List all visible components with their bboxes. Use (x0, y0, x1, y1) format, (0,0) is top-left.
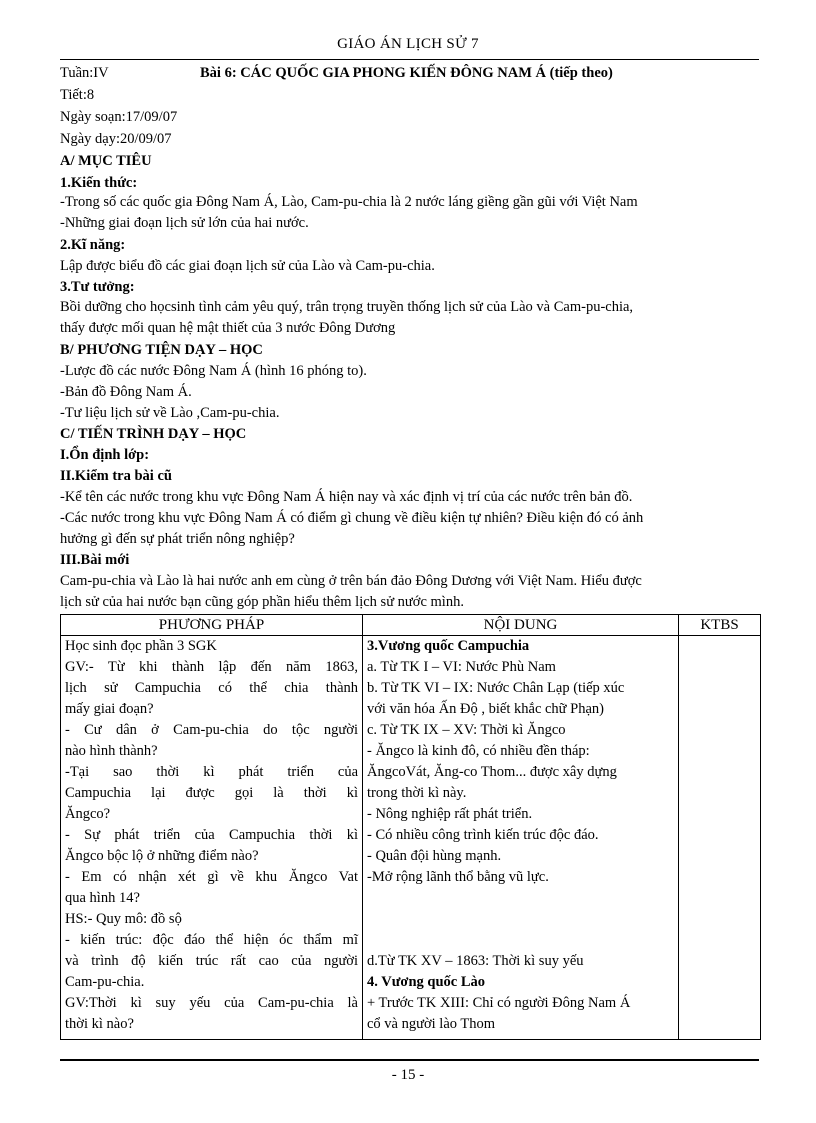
content-line: - Quân đội hùng mạnh. (367, 848, 502, 864)
content-line: với văn hóa Ấn Độ , biết khắc chữ Phạn) (367, 701, 604, 717)
method-line: và trình độ kiến trúc rất cao của người (65, 953, 358, 969)
method-line: - kiến trúc: độc đáo thể hiện óc thẩm mĩ (65, 932, 358, 948)
content-heading: 3.Vương quốc Campuchia (367, 638, 530, 654)
new-lesson-line: lịch sử của hai nước bạn cũng góp phần hiểu thêm lịch sử nước mình. (60, 594, 464, 610)
method-line: Ăngco bộc lộ ở những điểm nào? (65, 848, 259, 864)
week-label: Tuần:IV (60, 65, 109, 81)
review-line: hưởng gì đến sự phát triển nông nghiệp? (60, 531, 295, 547)
method-line: Campuchia lại được gọi là thời kì (65, 785, 358, 801)
lesson-table (60, 614, 761, 1040)
content-line: - Ăngco là kinh đô, có nhiều đền tháp: (367, 743, 590, 759)
ktbs-cell (679, 636, 761, 1040)
date-prepared: Ngày soạn:17/09/07 (60, 109, 178, 125)
content-line: trong thời kì này. (367, 785, 467, 801)
attitude-line: Bồi dưỡng cho họcsinh tình cảm yêu quý, trân trọng truyền thống lịch sử của Lào và Cam-pu-chia, (60, 299, 634, 315)
method-line: Học sinh đọc phần 3 SGK (65, 638, 217, 654)
content-line: c. Từ TK IX – XV: Thời kì Ăngco (367, 722, 566, 738)
materials-line: -Lược đồ các nước Đông Nam Á (hình 16 phóng to). (60, 363, 367, 379)
attitude-line: thấy được mối quan hệ mật thiết của 3 nước Đông Dương (60, 320, 396, 336)
content-spacer (367, 909, 674, 930)
page-number: - 15 - (391, 1067, 425, 1083)
method-line: Cam-pu-chia. (65, 974, 145, 990)
content-line: d.Từ TK XV – 1863: Thời kì suy yếu (367, 953, 584, 969)
method-line: mấy giai đoạn? (65, 701, 154, 717)
content-heading: 4. Vương quốc Lào (367, 974, 485, 990)
content-spacer (367, 888, 674, 909)
method-line: - Sự phát triển của Campuchia thời kì (65, 827, 358, 843)
new-lesson-heading: III.Bài mới (60, 552, 130, 568)
section-a-heading: A/ MỤC TIÊU (60, 153, 152, 169)
section-b-heading: B/ PHƯƠNG TIỆN DẠY – HỌC (60, 342, 263, 358)
section-c-heading: C/ TIẾN TRÌNH DẠY – HỌC (60, 426, 247, 442)
table-header-row (61, 615, 761, 636)
review-line: -Các nước trong khu vực Đông Nam Á có điểm gì chung về điều kiện tự nhiên? Điều kiện đó có ảnh (60, 510, 644, 526)
content-line: - Có nhiều công trình kiến trúc độc đáo. (367, 827, 599, 843)
content-line: + Trước TK XIII: Chỉ có người Đông Nam Á (367, 995, 631, 1011)
table-row (61, 636, 761, 1040)
method-line: - Em có nhận xét gì về khu Ăngco Vat (65, 869, 358, 885)
content-line: a. Từ TK I – VI: Nước Phù Nam (367, 659, 556, 675)
content-line: cổ và người lào Thom (367, 1016, 496, 1032)
method-line: GV:Thời kì suy yếu của Cam-pu-chia là (65, 995, 358, 1011)
footer-rule (60, 1059, 759, 1061)
method-line: thời kì nào? (65, 1016, 134, 1032)
lesson-title: Bài 6: CÁC QUỐC GIA PHONG KIẾN ĐÔNG NAM Á (tiếp theo) (200, 65, 613, 81)
period-label: Tiết:8 (60, 87, 95, 103)
method-line: lịch sử Campuchia có thể chia thành (65, 680, 358, 696)
attitude-heading: 3.Tư tưởng: (60, 279, 135, 295)
column-header-method: PHƯƠNG PHÁP (61, 615, 363, 636)
method-line: nào hình thành? (65, 743, 158, 759)
column-header-content: NỘI DUNG (363, 615, 679, 636)
method-line: GV:- Từ khi thành lập đến năm 1863, (65, 659, 358, 675)
content-line: b. Từ TK VI – IX: Nước Chân Lạp (tiếp xúc (367, 680, 625, 696)
materials-line: -Bản đồ Đông Nam Á. (60, 384, 192, 400)
content-line: ĂngcoVát, Ăng-co Thom... được xây dựng (367, 764, 617, 780)
new-lesson-line: Cam-pu-chia và Lào là hai nước anh em cùng ở trên bán đảo Đông Dương với Việt Nam. Hiểu được (60, 573, 642, 589)
date-taught: Ngày dạy:20/09/07 (60, 131, 172, 147)
review-line: -Kể tên các nước trong khu vực Đông Nam Á hiện nay và xác định vị trí của các nước trên bản đồ. (60, 489, 633, 505)
knowledge-heading: 1.Kiến thức: (60, 175, 138, 191)
method-line: - Cư dân ở Cam-pu-chia do tộc người (65, 722, 358, 738)
page-header-title: GIÁO ÁN LỊCH SỬ 7 (337, 36, 479, 52)
materials-line: -Tư liệu lịch sử về Lào ,Cam-pu-chia. (60, 405, 280, 421)
content-spacer (367, 930, 674, 951)
method-cell (61, 636, 363, 1040)
class-organization-heading: I.Ổn định lớp: (60, 447, 150, 463)
review-heading: II.Kiểm tra bài cũ (60, 468, 172, 484)
method-line: Ăngco? (65, 806, 111, 822)
method-line: HS:- Quy mô: đồ sộ (65, 911, 182, 927)
skills-heading: 2.Kĩ năng: (60, 237, 126, 253)
header-rule (60, 59, 759, 60)
method-line: qua hình 14? (65, 890, 140, 906)
content-line: -Mở rộng lãnh thổ bằng vũ lực. (367, 869, 549, 885)
method-line: -Tại sao thời kì phát triển của (65, 764, 358, 780)
content-line: - Nông nghiệp rất phát triển. (367, 806, 533, 822)
skills-line: Lập được biểu đồ các giai đoạn lịch sử của Lào và Cam-pu-chia. (60, 258, 435, 274)
column-header-ktbs: KTBS (679, 615, 761, 636)
knowledge-line: -Trong số các quốc gia Đông Nam Á, Lào, Cam-pu-chia là 2 nước láng giềng gần gũi với Việt Nam (60, 194, 638, 210)
content-cell (363, 636, 679, 1040)
knowledge-line: -Những giai đoạn lịch sử lớn của hai nước. (60, 215, 309, 231)
